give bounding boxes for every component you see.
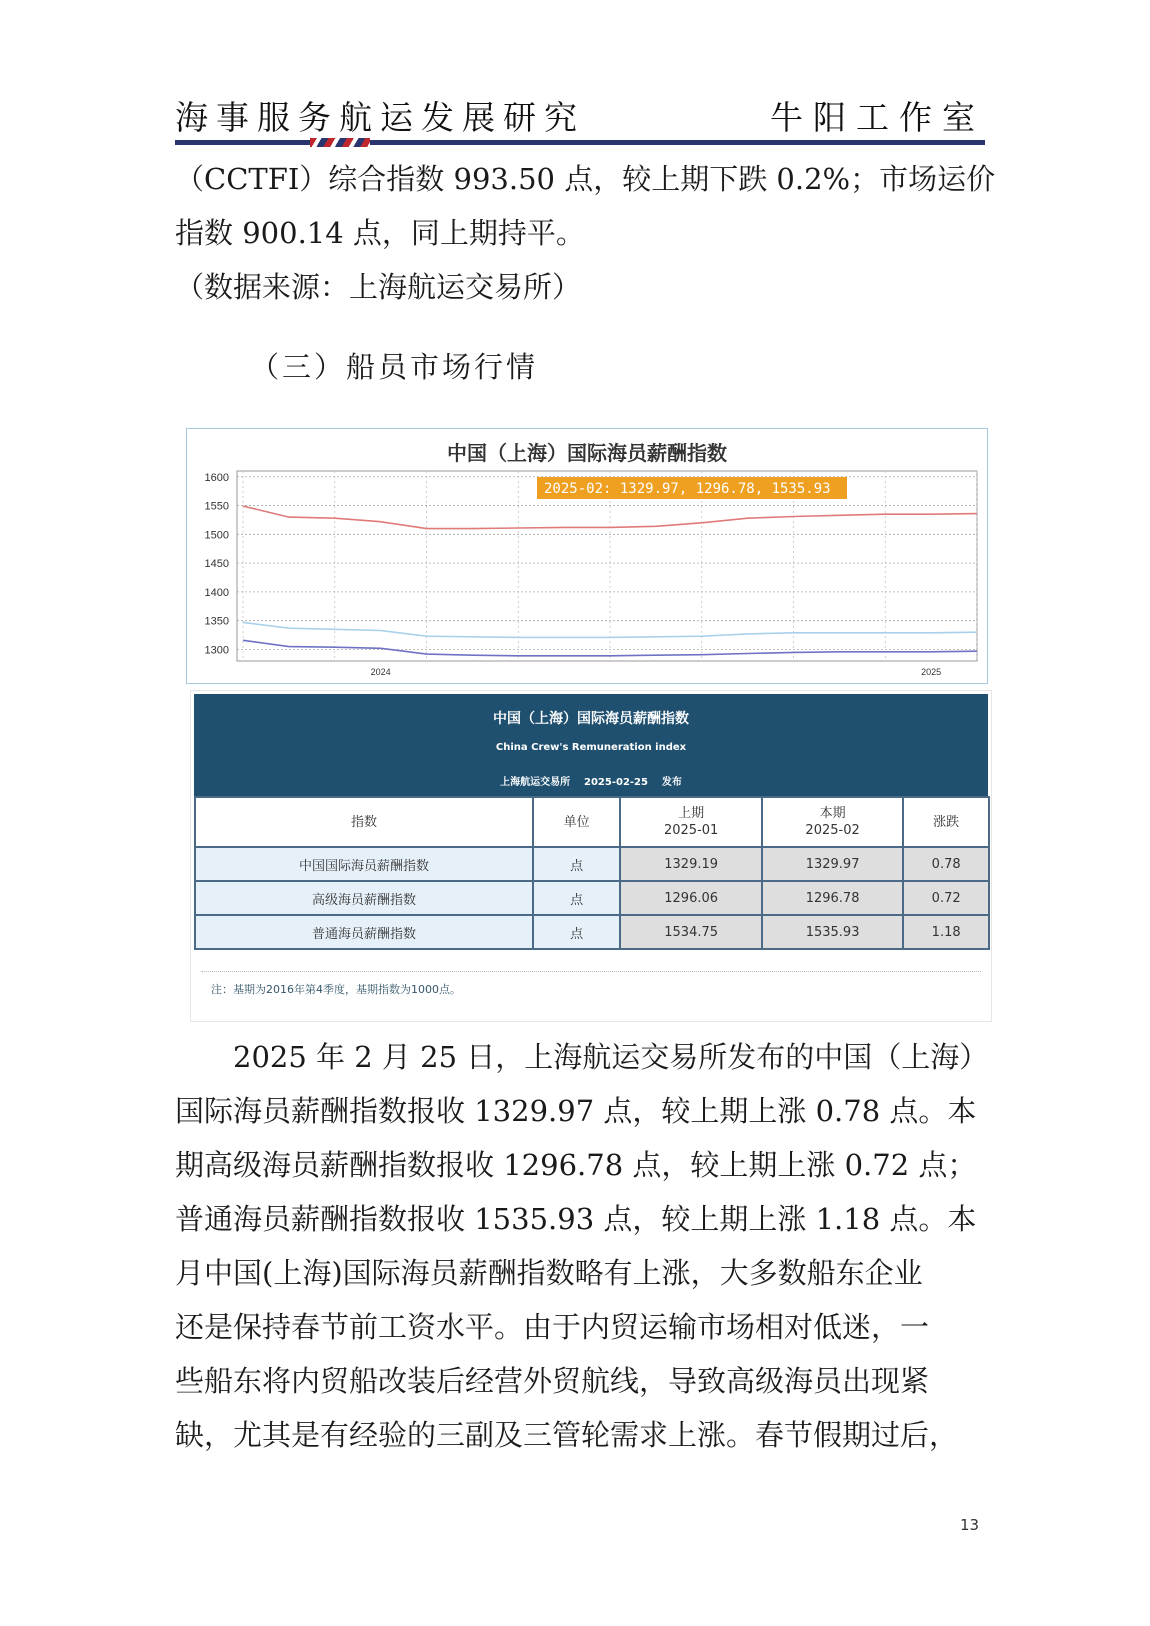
tooltip-text: 2025-02: 1329.97, 1296.78, 1535.93 [544,481,831,497]
cell-change: 1.18 [903,915,989,949]
page-header [175,92,985,142]
paragraph-line: 些船东将内贸船改装后经营外贸航线，导致高级海员出现紧 [175,1364,930,1398]
paragraph-line: 期高级海员薪酬指数报收 1296.78 点，较上期上涨 0.72 点； [175,1148,977,1182]
table-header-row [195,797,989,847]
header-right-title: 牛阳工作室 [770,98,985,137]
y-tick-label: 1300 [204,644,229,657]
y-tick-label: 1350 [204,615,229,628]
paragraph-line: 还是保持春节前工资水平。由于内贸运输市场相对低迷，一 [175,1310,930,1344]
x-tick-label: 2025 [921,667,942,677]
cell-name: 高级海员薪酬指数 [195,881,533,915]
cell-unit: 点 [533,915,621,949]
table-row [195,915,989,949]
table-title: 中国（上海）国际海员薪酬指数 [493,711,689,727]
page-number: 13 [960,1516,980,1534]
paragraph-line: 缺，尤其是有经验的三副及三管轮需求上涨。春节假期过后， [175,1418,959,1452]
x-tick-label: 2024 [370,667,391,677]
col-header-index: 指数 [195,797,533,847]
header-left-title: 海事服务航运发展研究 [175,98,585,137]
cell-change: 0.72 [903,881,989,915]
table-subtitle-en: China Crew's Remuneration index [495,742,687,753]
cell-prev: 1329.19 [620,847,761,881]
section-heading: （三）船员市场行情 [250,350,539,384]
index-table [194,796,990,950]
paragraph-line: 国际海员薪酬指数报收 1329.97 点，较上期上涨 0.78 点。本 [175,1094,977,1128]
cell-unit: 点 [533,847,621,881]
paragraph-line: 指数 900.14 点，同上期持平。 [175,216,585,250]
table-publisher-line: 上海航运交易所 2025-02-25 发布 [500,777,682,788]
paragraph-line: 普通海员薪酬指数报收 1535.93 点，较上期上涨 1.18 点。本 [175,1202,977,1236]
paragraph-line: （数据来源：上海航运交易所） [175,270,582,304]
chart-title: 中国（上海）国际海员薪酬指数 [447,441,727,465]
cell-name: 普通海员薪酬指数 [195,915,533,949]
index-table-panel [190,690,992,1022]
cell-prev: 1534.75 [620,915,761,949]
y-tick-label: 1500 [204,529,229,542]
cell-curr: 1535.93 [762,915,903,949]
header-rule [175,140,985,145]
paragraph-line: 月中国(上海)国际海员薪酬指数略有上涨，大多数船东企业 [175,1256,923,1290]
cell-name: 中国国际海员薪酬指数 [195,847,533,881]
col-header-prev: 上期 2025-01 [620,797,761,847]
series-line [243,622,977,637]
note-divider [201,971,981,972]
col-header-curr: 本期 2025-02 [762,797,903,847]
table-note: 注：基期为2016年第4季度，基期指数为1000点。 [211,983,461,996]
cell-change: 0.78 [903,847,989,881]
y-tick-label: 1550 [204,500,229,513]
y-tick-label: 1450 [204,558,229,571]
paragraph-1 [175,152,996,314]
col-header-unit: 单位 [533,797,621,847]
line-chart [186,428,988,684]
col-header-change: 涨跌 [903,797,989,847]
table-row [195,881,989,915]
cell-curr: 1296.78 [762,881,903,915]
paragraph-line: 2025 年 2 月 25 日，上海航运交易所发布的中国（上海） [175,1040,989,1074]
paragraph-line: （CCTFI）综合指数 993.50 点，较上期下跌 0.2%；市场运价 [175,162,996,196]
cell-curr: 1329.97 [762,847,903,881]
paragraph-2 [175,1030,989,1462]
table-row [195,847,989,881]
y-tick-label: 1400 [204,586,229,599]
cell-unit: 点 [533,881,621,915]
header-rule-accent [310,138,370,147]
y-tick-label: 1600 [204,471,229,484]
chart-plot [187,429,987,683]
cell-prev: 1296.06 [620,881,761,915]
table-banner [194,694,988,796]
